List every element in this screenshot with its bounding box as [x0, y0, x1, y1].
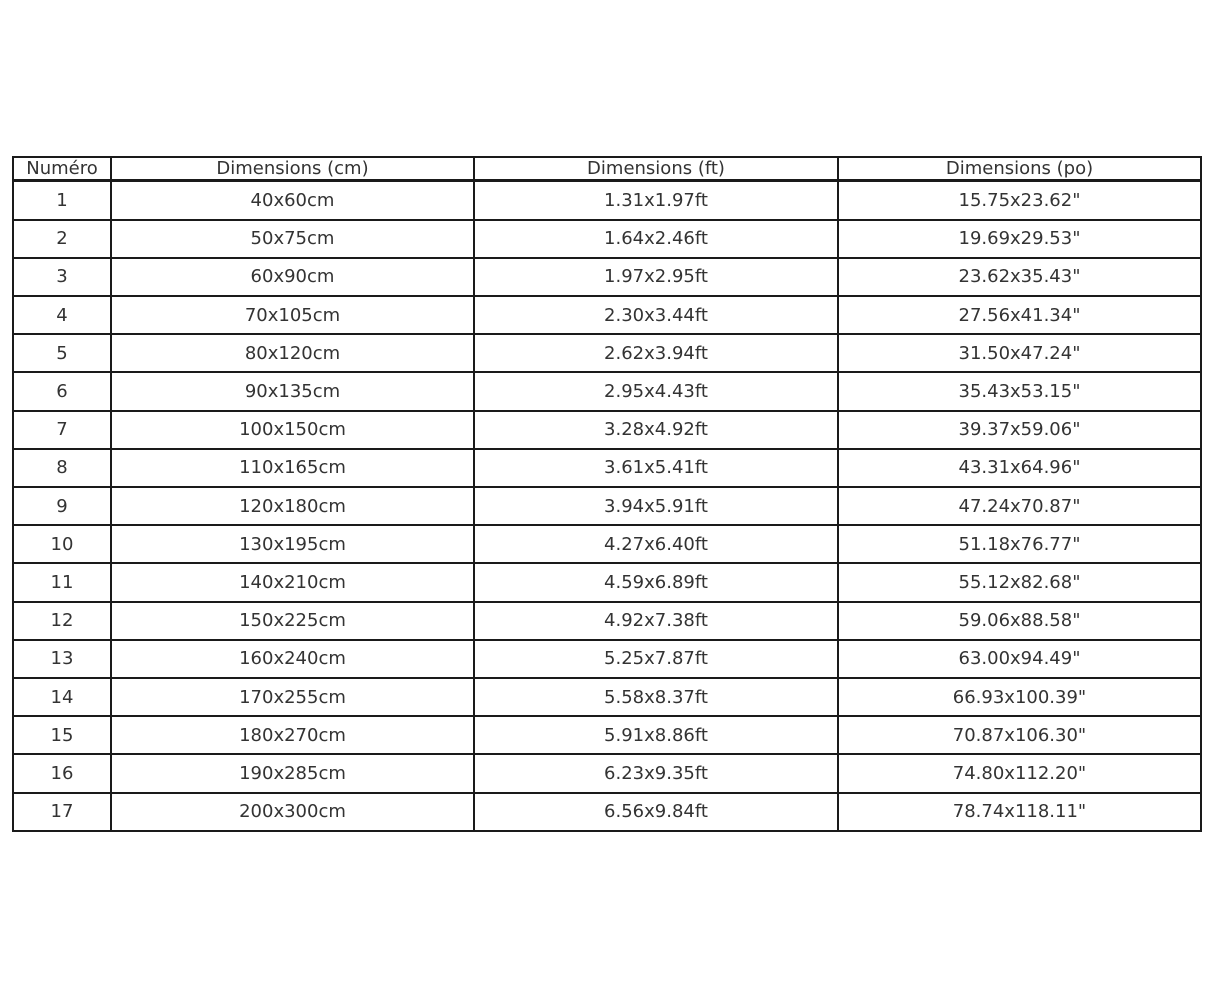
cell-po: 39.37x59.06": [838, 411, 1201, 449]
cell-cm: 140x210cm: [111, 563, 474, 601]
column-header-po: Dimensions (po): [838, 157, 1201, 181]
cell-po: 47.24x70.87": [838, 487, 1201, 525]
cell-ft: 4.92x7.38ft: [474, 602, 838, 640]
column-header-numero: Numéro: [13, 157, 111, 181]
cell-cm: 150x225cm: [111, 602, 474, 640]
cell-ft: 3.28x4.92ft: [474, 411, 838, 449]
cell-cm: 130x195cm: [111, 525, 474, 563]
cell-ft: 5.58x8.37ft: [474, 678, 838, 716]
table-row: [13, 793, 1201, 831]
cell-ft: 4.27x6.40ft: [474, 525, 838, 563]
cell-ft: 1.97x2.95ft: [474, 258, 838, 296]
cell-po: 19.69x29.53": [838, 220, 1201, 258]
cell-numero: 6: [13, 372, 111, 410]
cell-po: 63.00x94.49": [838, 640, 1201, 678]
cell-po: 15.75x23.62": [838, 181, 1201, 220]
cell-cm: 120x180cm: [111, 487, 474, 525]
cell-ft: 1.31x1.97ft: [474, 181, 838, 220]
table-row: [13, 678, 1201, 716]
cell-cm: 110x165cm: [111, 449, 474, 487]
cell-cm: 200x300cm: [111, 793, 474, 831]
cell-numero: 2: [13, 220, 111, 258]
cell-numero: 15: [13, 716, 111, 754]
cell-numero: 8: [13, 449, 111, 487]
cell-ft: 3.61x5.41ft: [474, 449, 838, 487]
cell-cm: 190x285cm: [111, 754, 474, 792]
table-row: [13, 525, 1201, 563]
cell-numero: 13: [13, 640, 111, 678]
cell-ft: 4.59x6.89ft: [474, 563, 838, 601]
table-body: [13, 181, 1201, 832]
table-header: [13, 157, 1201, 181]
table-row: [13, 181, 1201, 220]
cell-numero: 9: [13, 487, 111, 525]
cell-cm: 100x150cm: [111, 411, 474, 449]
cell-ft: 5.91x8.86ft: [474, 716, 838, 754]
cell-numero: 12: [13, 602, 111, 640]
column-header-cm: Dimensions (cm): [111, 157, 474, 181]
cell-numero: 3: [13, 258, 111, 296]
cell-ft: 3.94x5.91ft: [474, 487, 838, 525]
cell-cm: 60x90cm: [111, 258, 474, 296]
cell-ft: 2.30x3.44ft: [474, 296, 838, 334]
header-row: [13, 157, 1201, 181]
cell-numero: 14: [13, 678, 111, 716]
cell-ft: 6.56x9.84ft: [474, 793, 838, 831]
cell-cm: 50x75cm: [111, 220, 474, 258]
cell-cm: 160x240cm: [111, 640, 474, 678]
dimensions-table: [12, 156, 1202, 832]
table-row: [13, 372, 1201, 410]
cell-cm: 70x105cm: [111, 296, 474, 334]
cell-po: 59.06x88.58": [838, 602, 1201, 640]
cell-numero: 10: [13, 525, 111, 563]
table-row: [13, 258, 1201, 296]
cell-ft: 2.95x4.43ft: [474, 372, 838, 410]
cell-po: 23.62x35.43": [838, 258, 1201, 296]
cell-po: 51.18x76.77": [838, 525, 1201, 563]
table-row: [13, 563, 1201, 601]
cell-po: 70.87x106.30": [838, 716, 1201, 754]
cell-ft: 5.25x7.87ft: [474, 640, 838, 678]
table-row: [13, 640, 1201, 678]
cell-po: 55.12x82.68": [838, 563, 1201, 601]
cell-numero: 5: [13, 334, 111, 372]
cell-po: 74.80x112.20": [838, 754, 1201, 792]
cell-ft: 2.62x3.94ft: [474, 334, 838, 372]
table-row: [13, 220, 1201, 258]
table-row: [13, 296, 1201, 334]
cell-numero: 11: [13, 563, 111, 601]
cell-numero: 4: [13, 296, 111, 334]
cell-numero: 1: [13, 181, 111, 220]
table-row: [13, 449, 1201, 487]
table-row: [13, 754, 1201, 792]
column-header-ft: Dimensions (ft): [474, 157, 838, 181]
cell-po: 27.56x41.34": [838, 296, 1201, 334]
cell-numero: 16: [13, 754, 111, 792]
cell-po: 43.31x64.96": [838, 449, 1201, 487]
cell-cm: 90x135cm: [111, 372, 474, 410]
cell-cm: 40x60cm: [111, 181, 474, 220]
cell-po: 35.43x53.15": [838, 372, 1201, 410]
table-row: [13, 334, 1201, 372]
cell-po: 78.74x118.11": [838, 793, 1201, 831]
cell-cm: 170x255cm: [111, 678, 474, 716]
cell-numero: 7: [13, 411, 111, 449]
cell-cm: 180x270cm: [111, 716, 474, 754]
cell-numero: 17: [13, 793, 111, 831]
cell-ft: 1.64x2.46ft: [474, 220, 838, 258]
cell-ft: 6.23x9.35ft: [474, 754, 838, 792]
table-row: [13, 487, 1201, 525]
table-row: [13, 602, 1201, 640]
cell-po: 66.93x100.39": [838, 678, 1201, 716]
cell-po: 31.50x47.24": [838, 334, 1201, 372]
cell-cm: 80x120cm: [111, 334, 474, 372]
table-row: [13, 411, 1201, 449]
table-row: [13, 716, 1201, 754]
